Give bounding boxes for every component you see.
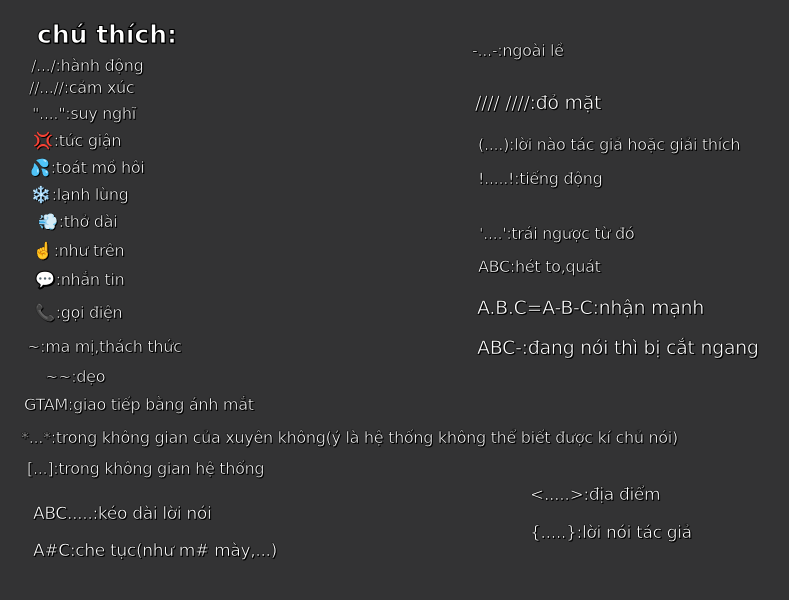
legend-item-sound: !.....!:tiếng động [478, 169, 603, 188]
legend-item-sweat [30, 160, 144, 176]
legend-item-label: :như trên [53, 241, 125, 260]
legend-item-system-space: [...]:trong không gian hệ thống [27, 459, 265, 478]
legend-item-censor: A#C:che tục(như m# mày,...) [33, 541, 277, 561]
legend-item-call [35, 305, 122, 321]
sweat-droplets-icon: 💦 [30, 158, 50, 177]
legend-item-author-explain: (....):lời nào tác giả hoặc giải thích [478, 135, 741, 154]
legend-title: chú thích: [37, 20, 178, 49]
legend-item-label: :toát mồ hôi [50, 158, 145, 177]
legend-item-eye-contact: GTAM:giao tiếp bằng ánh mắt [24, 395, 254, 414]
legend-item-transmigration-space: *...*:trong không gian của xuyên không(ý là hệ thống không thể biết được kí chủ nói) [21, 428, 678, 447]
legend-item-mystic: ~:ma mị,thách thức [27, 337, 182, 356]
snowflake-icon: ❄️ [31, 185, 51, 204]
legend-item-emphasis: A.B.C=A-B-C:nhận mạnh [477, 297, 705, 319]
legend-item-author-speech: {.....}:lời nói tác giả [530, 523, 692, 543]
dash-icon: 💨 [38, 212, 58, 231]
legend-item-interrupted: ABC-:đang nói thì bị cắt ngang [477, 337, 759, 359]
speech-bubble-icon: 💬 [35, 270, 55, 289]
legend-item-action: /.../:hành động [31, 56, 144, 75]
legend-item-location: <.....>:địa điểm [530, 485, 661, 505]
legend-item-flirt: ~~:dẹo [45, 367, 106, 386]
legend-item-thought: "....":suy nghĩ [32, 104, 136, 123]
legend-item-emotion: //...//:cảm xúc [29, 78, 135, 97]
legend-item-aside: -...-:ngoài lề [472, 41, 564, 60]
legend-item-sigh [38, 214, 117, 230]
legend-item-prolong: ABC.....:kéo dài lời nói [33, 504, 212, 524]
legend-item-opposite: '....':trái ngược từ đó [479, 224, 635, 243]
telephone-icon: 📞 [35, 303, 55, 322]
legend-item-blush: //// ////:đỏ mặt [475, 92, 602, 114]
legend-item-label: :gọi điện [55, 303, 123, 322]
legend-item-label: :lạnh lùng [51, 185, 129, 204]
legend-item-shout: ABC:hét to,quát [478, 257, 601, 276]
legend-item-label: :thở dài [58, 212, 118, 231]
legend-item-as-above [33, 243, 124, 259]
legend-item-label: :nhắn tin [55, 270, 125, 289]
anger-icon: 💢 [33, 131, 53, 150]
legend-item-angry [33, 133, 121, 149]
legend-item-label: :tức giận [53, 131, 122, 150]
legend-item-message [35, 272, 125, 288]
pointing-up-icon: ☝️ [33, 241, 53, 260]
legend-item-cold [31, 187, 129, 203]
